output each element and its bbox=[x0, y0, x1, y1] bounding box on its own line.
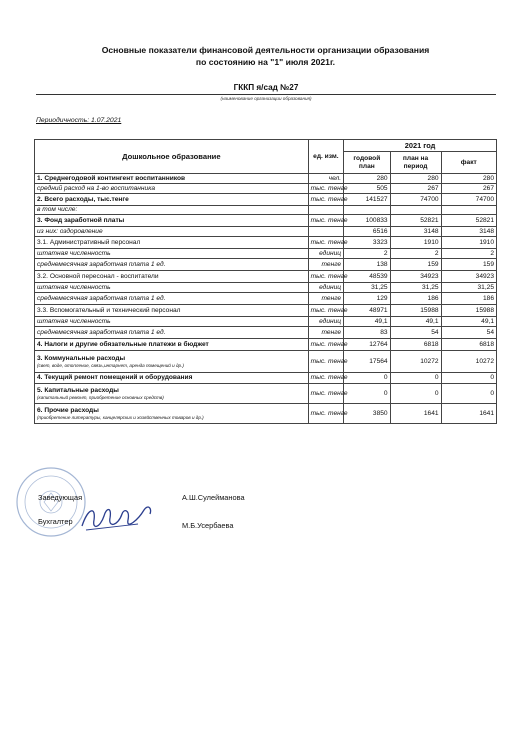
title-line-1: Основные показатели финансовой деятельности организации образования bbox=[101, 45, 430, 55]
cell-annual-plan: 48539 bbox=[344, 271, 391, 283]
row-unit: тыс. тенге bbox=[308, 184, 343, 194]
table-row bbox=[35, 351, 497, 373]
row-label-text: средний расход на 1-во воспитанника bbox=[37, 184, 155, 192]
row-label bbox=[35, 271, 309, 283]
row-label-text: 3. Коммунальные расходы bbox=[37, 354, 126, 362]
row-unit: тыс. тенге bbox=[308, 237, 343, 249]
cell-annual-plan: 0 bbox=[344, 384, 391, 404]
cell-annual-plan: 0 bbox=[344, 373, 391, 384]
table-row bbox=[35, 206, 497, 215]
cell-period-plan: 54 bbox=[390, 327, 441, 339]
table-row bbox=[35, 215, 497, 227]
row-unit: тыс. тенге bbox=[308, 404, 343, 424]
row-unit: тыс. тенге bbox=[308, 305, 343, 317]
cell-fact: 6818 bbox=[441, 339, 496, 351]
header-section: Дошкольное образование bbox=[35, 140, 309, 174]
row-label-text: 3.1. Административный персонал bbox=[37, 238, 141, 246]
table-row bbox=[35, 237, 497, 249]
header-year: 2021 год bbox=[344, 140, 497, 152]
row-label bbox=[35, 305, 309, 317]
cell-period-plan: 1910 bbox=[390, 237, 441, 249]
row-label bbox=[35, 237, 309, 249]
cell-fact: 0 bbox=[441, 384, 496, 404]
row-label bbox=[35, 174, 309, 184]
cell-period-plan: 74700 bbox=[390, 194, 441, 206]
cell-annual-plan: 505 bbox=[344, 184, 391, 194]
cell-fact: 49,1 bbox=[441, 317, 496, 327]
row-unit: тенге bbox=[308, 259, 343, 271]
accountant-name: М.Б.Усербаева bbox=[182, 521, 234, 530]
table-row bbox=[35, 271, 497, 283]
cell-fact: 1910 bbox=[441, 237, 496, 249]
row-label bbox=[35, 206, 309, 215]
row-label bbox=[35, 317, 309, 327]
cell-annual-plan: 48971 bbox=[344, 305, 391, 317]
row-unit: единиц bbox=[308, 249, 343, 259]
cell-period-plan bbox=[390, 206, 441, 215]
row-unit: тыс. тенге bbox=[308, 351, 343, 373]
row-unit: чел. bbox=[308, 174, 343, 184]
cell-fact: 267 bbox=[441, 184, 496, 194]
cell-period-plan: 52821 bbox=[390, 215, 441, 227]
cell-fact: 15988 bbox=[441, 305, 496, 317]
table-row bbox=[35, 249, 497, 259]
row-label bbox=[35, 227, 309, 237]
table-row bbox=[35, 339, 497, 351]
row-label bbox=[35, 293, 309, 305]
cell-period-plan: 186 bbox=[390, 293, 441, 305]
row-label-text: 5. Капитальные расходы bbox=[37, 386, 119, 394]
table-header-row-1 bbox=[35, 140, 497, 152]
table-row bbox=[35, 327, 497, 339]
table-row bbox=[35, 305, 497, 317]
row-label bbox=[35, 194, 309, 206]
cell-period-plan: 267 bbox=[390, 184, 441, 194]
row-label bbox=[35, 339, 309, 351]
row-label-text: среднемесячная заработная плата 1 ед. bbox=[37, 260, 166, 268]
cell-annual-plan: 2 bbox=[344, 249, 391, 259]
row-unit: тыс. тенге bbox=[308, 339, 343, 351]
cell-fact: 186 bbox=[441, 293, 496, 305]
table-row bbox=[35, 283, 497, 293]
cell-annual-plan: 49,1 bbox=[344, 317, 391, 327]
cell-fact: 54 bbox=[441, 327, 496, 339]
round-stamp bbox=[14, 465, 88, 539]
row-label bbox=[35, 259, 309, 271]
head-label: Заведующая bbox=[38, 493, 83, 502]
row-label bbox=[35, 249, 309, 259]
organization-caption: (наименование организации образования) bbox=[220, 96, 312, 101]
cell-annual-plan: 12764 bbox=[344, 339, 391, 351]
row-unit: единиц bbox=[308, 317, 343, 327]
accountant-label: Бухгалтер bbox=[38, 517, 73, 526]
cell-fact: 1641 bbox=[441, 404, 496, 424]
row-label bbox=[35, 327, 309, 339]
table-row bbox=[35, 293, 497, 305]
header-fact: факт bbox=[441, 152, 496, 174]
cell-annual-plan: 129 bbox=[344, 293, 391, 305]
cell-period-plan: 0 bbox=[390, 384, 441, 404]
row-label bbox=[35, 351, 309, 373]
header-unit: ед. изм. bbox=[308, 140, 343, 174]
row-unit: тыс. тенге bbox=[308, 373, 343, 384]
header-period-plan: план на период bbox=[390, 152, 441, 174]
row-label bbox=[35, 373, 309, 384]
row-label-text: 4. Налоги и другие обязательные платежи в бюджет bbox=[37, 340, 209, 348]
row-label-note: (капитальный ремонт, приобретение основных средств) bbox=[37, 394, 164, 400]
periodicity: Периодичность: 1.07.2021 bbox=[36, 117, 122, 124]
row-label-text: 2. Всего расходы, тыс.тенге bbox=[37, 195, 129, 203]
table-row bbox=[35, 227, 497, 237]
cell-annual-plan bbox=[344, 206, 391, 215]
row-label-text: 6. Прочие расходы bbox=[37, 406, 99, 414]
table-row bbox=[35, 259, 497, 271]
cell-period-plan: 31,25 bbox=[390, 283, 441, 293]
row-label-text: 4. Текущий ремонт помещений и оборудования bbox=[37, 374, 193, 381]
cell-fact: 3148 bbox=[441, 227, 496, 237]
cell-annual-plan: 138 bbox=[344, 259, 391, 271]
table-row bbox=[35, 373, 497, 384]
row-label bbox=[35, 215, 309, 227]
row-label-text: 3. Фонд заработной платы bbox=[37, 216, 125, 224]
row-unit: тыс. тенге bbox=[308, 194, 343, 206]
row-unit bbox=[308, 227, 343, 237]
table-row bbox=[35, 174, 497, 184]
row-label-text: 1. Среднегодовой контингент воспитанников bbox=[37, 174, 186, 182]
cell-fact: 74700 bbox=[441, 194, 496, 206]
cell-fact: 31,25 bbox=[441, 283, 496, 293]
row-label bbox=[35, 384, 309, 404]
header-annual-plan: годовой план bbox=[344, 152, 391, 174]
row-unit: тенге bbox=[308, 327, 343, 339]
row-unit: тыс. тенге bbox=[308, 271, 343, 283]
row-unit: тыс. тенге bbox=[308, 215, 343, 227]
title-line-2: по состоянию на "1" июля 2021г. bbox=[195, 57, 336, 67]
table-row bbox=[35, 184, 497, 194]
table-row bbox=[35, 317, 497, 327]
row-label-text: в том числе: bbox=[37, 206, 78, 213]
row-unit bbox=[308, 206, 343, 215]
row-label-text: штатная численность bbox=[37, 249, 111, 257]
row-unit: единиц bbox=[308, 283, 343, 293]
row-label-text: штатная численность bbox=[37, 283, 111, 291]
cell-annual-plan: 3323 bbox=[344, 237, 391, 249]
row-label-text: 3.3. Вспомогательный и технический персонал bbox=[37, 306, 181, 314]
table-body bbox=[35, 140, 497, 424]
table-row bbox=[35, 404, 497, 424]
cell-fact bbox=[441, 206, 496, 215]
row-label-text: 3.2. Основной пересонал - воспитатели bbox=[37, 272, 159, 280]
cell-period-plan: 34923 bbox=[390, 271, 441, 283]
cell-fact: 0 bbox=[441, 373, 496, 384]
table-row bbox=[35, 194, 497, 206]
row-label-text: среднемесячная заработная плата 1 ед. bbox=[37, 294, 166, 302]
cell-fact: 52821 bbox=[441, 215, 496, 227]
row-label bbox=[35, 283, 309, 293]
table-row bbox=[35, 384, 497, 404]
document-title bbox=[0, 44, 531, 68]
cell-period-plan: 159 bbox=[390, 259, 441, 271]
row-unit: тыс. тенге bbox=[308, 384, 343, 404]
row-unit: тенге bbox=[308, 293, 343, 305]
cell-period-plan: 1641 bbox=[390, 404, 441, 424]
row-label-text: среднемесячная заработная плата 1 ед. bbox=[37, 328, 166, 336]
row-label bbox=[35, 404, 309, 424]
cell-annual-plan: 100833 bbox=[344, 215, 391, 227]
cell-period-plan: 3148 bbox=[390, 227, 441, 237]
cell-period-plan: 0 bbox=[390, 373, 441, 384]
row-label-text: из них: оздоровление bbox=[37, 227, 103, 235]
row-label-note: (свет, воде, отопление, связь,интарнет, аренда помещений и др.) bbox=[37, 362, 184, 368]
cell-period-plan: 2 bbox=[390, 249, 441, 259]
cell-period-plan: 280 bbox=[390, 174, 441, 184]
cell-annual-plan: 83 bbox=[344, 327, 391, 339]
cell-period-plan: 15988 bbox=[390, 305, 441, 317]
organization-name: ГККП я/сад №27 bbox=[233, 83, 299, 92]
signature-scribble bbox=[78, 500, 158, 536]
cell-period-plan: 6818 bbox=[390, 339, 441, 351]
head-name: А.Ш.Сулейманова bbox=[182, 493, 245, 502]
financial-table bbox=[34, 139, 497, 424]
cell-period-plan: 10272 bbox=[390, 351, 441, 373]
cell-fact: 2 bbox=[441, 249, 496, 259]
cell-fact: 34923 bbox=[441, 271, 496, 283]
cell-fact: 159 bbox=[441, 259, 496, 271]
cell-annual-plan: 31,25 bbox=[344, 283, 391, 293]
cell-annual-plan: 3850 bbox=[344, 404, 391, 424]
cell-fact: 280 bbox=[441, 174, 496, 184]
cell-fact: 10272 bbox=[441, 351, 496, 373]
row-label-note: (приобретение литературы, канцелярских и хозяйственных товаров и др.) bbox=[37, 414, 204, 420]
cell-annual-plan: 280 bbox=[344, 174, 391, 184]
organization-underline bbox=[36, 94, 496, 95]
cell-period-plan: 49,1 bbox=[390, 317, 441, 327]
cell-annual-plan: 141527 bbox=[344, 194, 391, 206]
cell-annual-plan: 17564 bbox=[344, 351, 391, 373]
row-label-text: штатная численность bbox=[37, 317, 111, 325]
cell-annual-plan: 6516 bbox=[344, 227, 391, 237]
row-label bbox=[35, 184, 309, 194]
